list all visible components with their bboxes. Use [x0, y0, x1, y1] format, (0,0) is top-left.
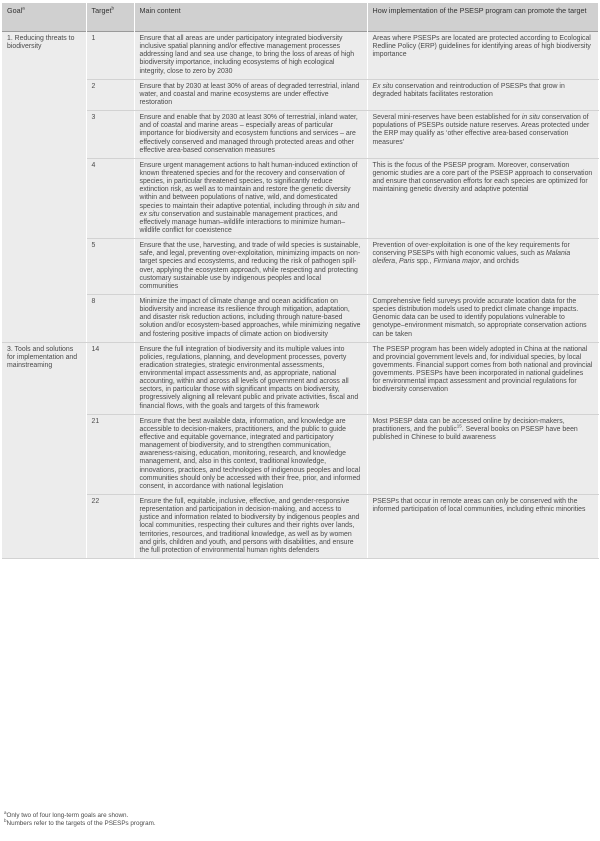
- implementation-cell: PSESPs that occur in remote areas can only be conserved with the informed participation of local communities, including ethnic minorities: [367, 495, 598, 559]
- target-number: 2: [86, 79, 134, 110]
- header-main-content: Main content: [134, 3, 367, 32]
- main-content-cell: Ensure that by 2030 at least 30% of areas of degraded terrestrial, inland water, and coastal and marine ecosystems are under effective restoration: [134, 79, 367, 110]
- table-header-row: [2, 3, 598, 32]
- table-row: [2, 79, 598, 110]
- footnote: $^b$Numbers refer to the targets of the PSESPs program.: [4, 817, 156, 827]
- target-number: 4: [86, 158, 134, 238]
- implementation-cell: Comprehensive field surveys provide accurate location data for the species distribution models used to predict climate change impacts. Genomic data can be used to identify populations vulnerable to genotype–environment mismatch, so appropriate conservation actions can be taken: [367, 294, 598, 342]
- target-number: 5: [86, 239, 134, 295]
- main-content-cell: Minimize the impact of climate change and ocean acidification on biodiversity and increase its resilience through mitigation, adaptation, and disaster risk reduction actions, including through nature-based solution and/or ecosystem-based approaches, while minimizing negative and fostering positive impacts of climate action on biodiversity: [134, 294, 367, 342]
- reference-marker: 15: [456, 423, 462, 429]
- footnotes: [4, 809, 156, 828]
- main-content-cell: Ensure the full, equitable, inclusive, effective, and gender-responsive representation and participation in decision-making, and access to justice and information related to biodiversity by indigenous peoples and local communities, respecting their cultures and their rights over lands, territories, resources, and traditional knowledge, as well as by women and girls, children and youth, and persons with disabilities, and ensure the full protection of environmental human rights defenders: [134, 495, 367, 559]
- implementation-cell: This is the focus of the PSESP program. Moreover, conservation genomic studies are a core part of the PSESP approach to conservation and ensure that conservation efforts for each species are optimized for maintaining genetic diversity and adaptive potential: [367, 158, 598, 238]
- table-row: [2, 111, 598, 159]
- target-number: 14: [86, 342, 134, 414]
- table-row: [2, 342, 598, 414]
- header-target: Target$^b$: [86, 3, 134, 32]
- target-number: 22: [86, 495, 134, 559]
- implementation-cell: Ex situ conservation and reintroduction of PSESPs that grow in degraded habitats facilitates restoration: [367, 79, 598, 110]
- main-content-cell: Ensure that the best available data, information, and knowledge are accessible to decision-makers, practitioners, and the public to guide effective and equitable governance, integrated and participatory management of biodiversity, and to strengthen communication, awareness-raising, education, monitoring, research, and knowledge management, and, also in this context, traditional knowledge, innovations, practices, and technologies of indigenous peoples and local communities should only be accessed with their free, prior, and informed consent, in accordance with national legislation: [134, 414, 367, 494]
- table-row: [2, 158, 598, 238]
- table-row: [2, 32, 598, 80]
- table-row: [2, 294, 598, 342]
- implementation-cell: Most PSESP data can be accessed online by decision-makers, practitioners, and the public$^{15}$. Several books on PSESP have been published in Chinese to build awareness: [367, 414, 598, 494]
- implementation-cell: Several mini-reserves have been established for in situ conservation of populations of PSESPs outside nature reserves. Areas protected under the ERP may qualify as ‘other effective area-based conservation measures’: [367, 111, 598, 159]
- footnote: $^a$Only two of four long-term goals are shown.: [4, 809, 129, 819]
- targets-table: [2, 3, 599, 559]
- target-number: 21: [86, 414, 134, 494]
- target-number: 8: [86, 294, 134, 342]
- header-goal: Goal$^a$: [2, 3, 86, 32]
- implementation-cell: Areas where PSESPs are located are protected according to Ecological Redline Policy (ERP) guidelines for identifying areas of high biodiversity importance: [367, 32, 598, 80]
- main-content-cell: Ensure that the use, harvesting, and trade of wild species is sustainable, safe, and legal, preventing over-exploitation, minimizing impacts on non-target species and ecosystems, and reducing the risk of pathogen spill-over, applying the ecosystem approach, while respecting and protecting customary sustainable use by indigenous peoples and local communities: [134, 239, 367, 295]
- header-implementation: How implementation of the PSESP program can promote the target: [367, 3, 598, 32]
- main-content-cell: Ensure urgent management actions to halt human-induced extinction of known threatened species and for the recovery and conservation of species, in particular threatened species, to significantly reduce extinction risk, as well as to maintain and restore the genetic diversity within and between populations of native, wild, and domesticated species to maintain their adaptive potential, including through in situ and ex situ conservation and sustainable management practices, and effectively manage human–wildlife interactions to minimize human–wildlife conflict for coexistence: [134, 158, 367, 238]
- table-row: [2, 414, 598, 494]
- table-row: [2, 495, 598, 559]
- main-content-cell: Ensure the full integration of biodiversity and its multiple values into policies, regulations, planning, and development processes, poverty eradication strategies, strategic environmental assessments, environmental impact assessments and, as appropriate, national accounting, within and across all levels of government and across all sectors, in particular those with significant impacts on biodiversity, progressively aligning all relevant public and private activities, fiscal and financial flows, with the goals and targets of this framework: [134, 342, 367, 414]
- goal-label: 1. Reducing threats to biodiversity: [2, 32, 86, 343]
- implementation-cell: The PSESP program has been widely adopted in China at the national and provincial government levels and, for individual species, by local governments. Financial support comes from both national and provincial governments. PSESPs have been incorporated in national guidelines for environmental impact assessment and provincial regulations for biodiversity conservation: [367, 342, 598, 414]
- target-number: 1: [86, 32, 134, 80]
- implementation-cell: Prevention of over-exploitation is one of the key requirements for conserving PSESPs with high economic values, such as Malania oleifera, Paris spp., Firmiana major, and orchids: [367, 239, 598, 295]
- table-row: [2, 239, 598, 295]
- goal-label: 3. Tools and solutions for implementation and mainstreaming: [2, 342, 86, 558]
- target-number: 3: [86, 111, 134, 159]
- main-content-cell: Ensure and enable that by 2030 at least 30% of terrestrial, inland water, and of coastal and marine areas – especially areas of particular importance for biodiversity and ecosystem functions and services – are effectively conserved and managed through protected areas and other effective area-based conservation measures: [134, 111, 367, 159]
- main-content-cell: Ensure that all areas are under participatory integrated biodiversity inclusive spatial planning and/or effective management processes addressing land and sea use change, to bring the loss of areas of high biodiversity importance, including ecosystems of high ecological integrity, close to zero by 2030: [134, 32, 367, 80]
